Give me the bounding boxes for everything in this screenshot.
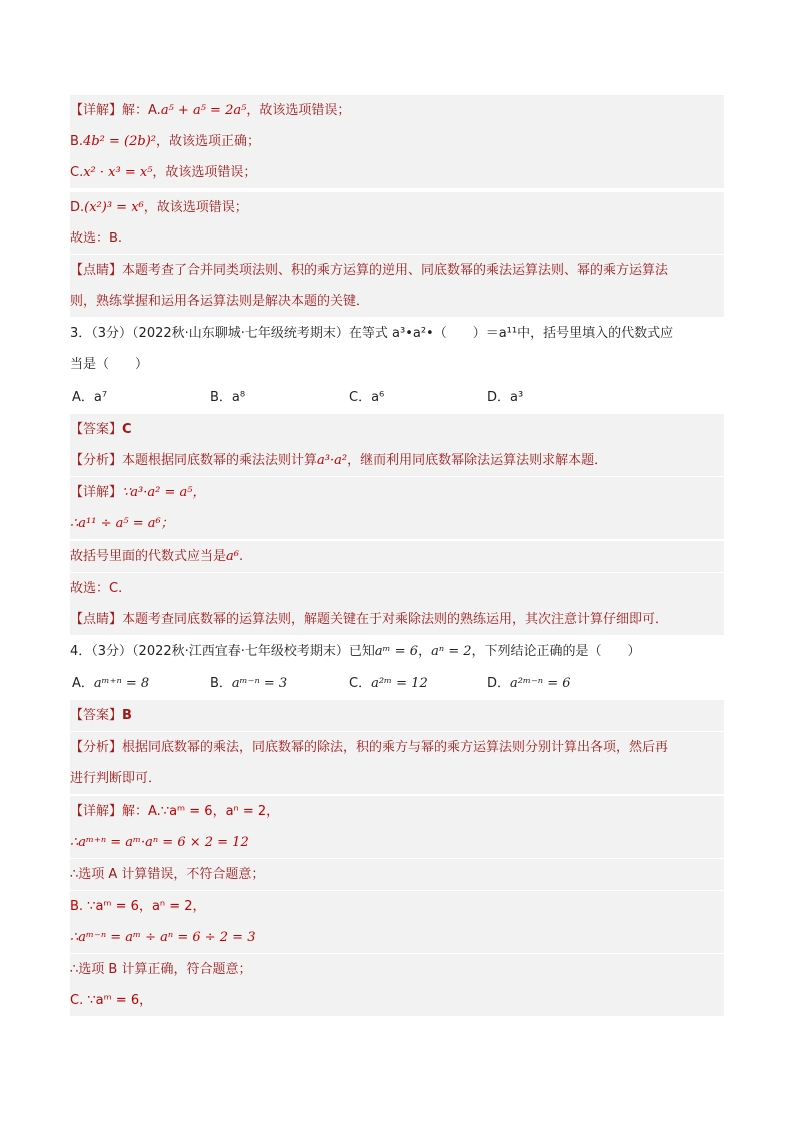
q4-detail-4: B. ∵aᵐ = 6，aⁿ = 2，: [70, 891, 724, 922]
q4-detail-6: ∴选项 B 计算正确，符合题意；: [70, 954, 724, 985]
q4-analysis-2: 进行判断即可．: [70, 763, 724, 794]
note-line-1: 【点睛】本题考查了合并同类项法则、积的乘方运算的逆用、同底数幂的乘法运算法则、幂的乘方运算法: [70, 255, 724, 286]
q4-answer: 【答案】B: [70, 700, 724, 731]
detail-line-b: B.4b² = (2b)²，故该选项正确；: [70, 126, 724, 157]
question-3-stem-2: 当是（ ）: [70, 357, 149, 372]
q3-detail-2: ∴a¹¹ ÷ a⁵ = a⁶；: [70, 508, 724, 539]
question-4-stem: 4．（3分）（2022秋·江西宜春·七年级校考期末）已知aᵐ = 6，aⁿ = 2，下列结论正确的是（ ）: [70, 644, 641, 659]
detail-line-c: C.x² · x³ = x⁵，故该选项错误；: [70, 157, 724, 188]
q3-option-a: A．a⁷: [72, 390, 108, 405]
q4-analysis-1: 【分析】根据同底数幂的乘法，同底数幂的除法，积的乘方与幂的乘方运算法则分别计算出各项，然后再: [70, 732, 724, 763]
detail-line-d: D.(x²)³ = x⁶，故该选项错误；: [70, 192, 724, 223]
q4-detail-1: 【详解】解：A.∵aᵐ = 6，aⁿ = 2，: [70, 796, 724, 827]
q3-answer: 【答案】C: [70, 414, 724, 445]
q4-option-c: C．a²ᵐ = 12: [349, 676, 428, 691]
q3-detail-1: 【详解】∵a³·a² = a⁵，: [70, 477, 724, 508]
conclusion-line: 故选：B.: [70, 223, 724, 254]
note-label: 【点睛】: [70, 263, 123, 278]
q3-option-d: D．a³: [487, 390, 524, 405]
q4-detail-5: ∴aᵐ⁻ⁿ = aᵐ ÷ aⁿ = 6 ÷ 2 = 3: [70, 922, 724, 953]
q3-option-b: B．a⁸: [210, 390, 246, 405]
detail-label: 【详解】: [70, 103, 123, 118]
q4-detail-7: C. ∵aᵐ = 6，: [70, 985, 724, 1016]
q3-detail-3: 故括号里面的代数式应当是a⁶.: [70, 541, 724, 572]
q3-detail-4: 故选：C.: [70, 573, 724, 604]
note-line-2: 则，熟练掌握和运用各运算法则是解决本题的关键．: [70, 286, 724, 317]
q4-option-b: B．aᵐ⁻ⁿ = 3: [210, 676, 288, 691]
q4-option-a: A．aᵐ⁺ⁿ = 8: [72, 676, 150, 691]
detail-line-a: 【详解】解：A.a⁵ + a⁵ = 2a⁵，故该选项错误；: [70, 95, 724, 126]
q4-detail-3: ∴选项 A 计算错误，不符合题意；: [70, 859, 724, 890]
q3-note: 【点睛】本题考查同底数幂的运算法则，解题关键在于对乘除法则的熟练运用，其次注意计算仔细即可．: [70, 604, 724, 635]
q4-detail-2: ∴aᵐ⁺ⁿ = aᵐ·aⁿ = 6 × 2 = 12: [70, 827, 724, 858]
q3-analysis: 【分析】本题根据同底数幂的乘法法则计算a³·a²，继而利用同底数幂除法运算法则求解本题．: [70, 445, 724, 476]
question-3-stem: 3．（3分）（2022秋·山东聊城·七年级统考期末）在等式 a³•a²•（ ）＝a¹¹中，括号里填入的代数式应: [70, 326, 674, 341]
q3-option-c: C．a⁶: [349, 390, 385, 405]
q4-option-d: D．a²ᵐ⁻ⁿ = 6: [487, 676, 571, 691]
